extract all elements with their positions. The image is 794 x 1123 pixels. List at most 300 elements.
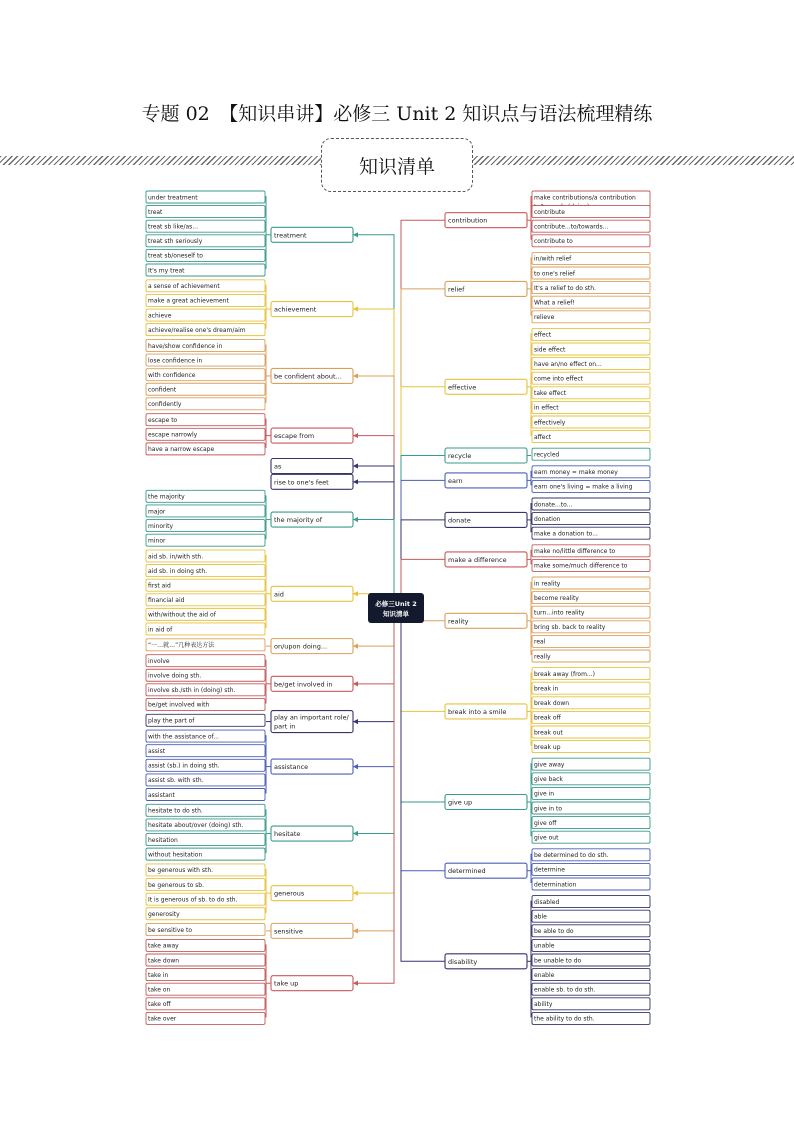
leaf-item bbox=[146, 520, 265, 532]
branch-node bbox=[445, 704, 527, 719]
leaf-item bbox=[532, 831, 650, 843]
branch-label: on/upon doing... bbox=[274, 642, 328, 651]
branch-label: rise to one's feet bbox=[274, 478, 329, 487]
branch-label: break into a smile bbox=[448, 707, 507, 716]
branch-arrowhead bbox=[353, 719, 358, 724]
leaf-item bbox=[532, 758, 650, 770]
leaf-label: give off bbox=[534, 819, 557, 827]
branch-node bbox=[445, 795, 527, 810]
leaf-item bbox=[146, 264, 265, 276]
leaf-label: take effect bbox=[534, 390, 567, 398]
leaf-label: hesitate about/over (doing) sth. bbox=[148, 822, 244, 830]
branch-connector bbox=[353, 609, 394, 767]
leaf-label: be determined to do sth. bbox=[534, 852, 609, 860]
leaf-label: confident bbox=[148, 386, 177, 394]
branch-node bbox=[445, 954, 527, 969]
leaf-item bbox=[532, 635, 650, 647]
leaf-item bbox=[146, 594, 265, 606]
leaf-label: contribute...to/towards... bbox=[534, 223, 609, 231]
leaf-label: financial aid bbox=[148, 597, 185, 605]
leaf-item bbox=[146, 893, 265, 905]
branch-arrowhead bbox=[353, 463, 358, 468]
leaf-item bbox=[146, 383, 265, 395]
branch-connector bbox=[401, 480, 445, 609]
leaf-item bbox=[532, 416, 650, 428]
leaf-box bbox=[532, 635, 650, 647]
leaf-label: make a great achievement bbox=[148, 297, 229, 305]
leaf-label: effect bbox=[534, 331, 552, 339]
leaf-item bbox=[532, 577, 650, 589]
leaf-item bbox=[146, 309, 265, 321]
leaf-item bbox=[146, 398, 265, 410]
leaf-item bbox=[532, 559, 650, 571]
leaf-label: have/show confidence in bbox=[148, 342, 223, 350]
leaf-label: treat sth seriously bbox=[148, 238, 203, 246]
branch-label: be confident about... bbox=[274, 372, 342, 381]
leaf-label: break in bbox=[534, 685, 559, 693]
leaf-label: enable bbox=[534, 971, 555, 979]
leaf-item bbox=[146, 1012, 265, 1024]
leaf-item bbox=[532, 741, 650, 753]
branch-node bbox=[445, 281, 527, 296]
leaf-item bbox=[146, 819, 265, 831]
leaf-item bbox=[532, 910, 650, 922]
leaf-label: break off bbox=[534, 714, 561, 722]
leaf-label: treat sb like/as... bbox=[148, 223, 198, 231]
leaf-label: the majority bbox=[148, 493, 185, 501]
leaf-label: in/with relief bbox=[534, 255, 572, 263]
leaf-item bbox=[146, 428, 265, 440]
leaf-item bbox=[532, 726, 650, 738]
branch-label: play an important role/ bbox=[274, 713, 349, 722]
branch-label: the majority of bbox=[274, 516, 323, 525]
leaf-label: ability bbox=[534, 1001, 553, 1009]
leaf-item bbox=[146, 954, 265, 966]
leaf-label: involve bbox=[148, 657, 170, 665]
branch-label: achievement bbox=[274, 305, 317, 314]
leaf-item bbox=[532, 448, 650, 460]
branch-arrowhead bbox=[353, 891, 358, 896]
leaf-label: with/without the aid of bbox=[148, 611, 216, 619]
leaf-label: to one's relief bbox=[534, 270, 575, 278]
leaf-label: side effect bbox=[534, 346, 566, 354]
leaf-item bbox=[532, 711, 650, 723]
branch-connector bbox=[353, 609, 394, 722]
leaf-item bbox=[532, 682, 650, 694]
leaf-label: make a donation to... bbox=[534, 530, 598, 538]
leaf-label: take in bbox=[148, 971, 169, 979]
branch-node bbox=[271, 428, 353, 443]
leaf-box bbox=[146, 206, 265, 218]
leaf-item bbox=[146, 730, 265, 742]
branch-label: generous bbox=[274, 889, 305, 898]
leaf-item bbox=[532, 998, 650, 1010]
branch-label: reality bbox=[448, 617, 469, 626]
center-box bbox=[368, 593, 424, 623]
leaf-item bbox=[532, 606, 650, 618]
leaf-label: involve doing sth. bbox=[148, 672, 202, 680]
leaf-label: be unable to do bbox=[534, 957, 582, 965]
leaf-label: have a narrow escape bbox=[148, 446, 215, 454]
branch-label: recycle bbox=[448, 452, 472, 460]
leaf-label: generosity bbox=[148, 911, 180, 919]
branch-node bbox=[271, 512, 353, 527]
branch-connector bbox=[401, 609, 445, 802]
leaf-label: be able to do bbox=[534, 928, 574, 936]
leaf-item bbox=[146, 534, 265, 546]
leaf-label: break away (from...) bbox=[534, 670, 595, 678]
leaf-item bbox=[146, 220, 265, 232]
leaf-item bbox=[532, 896, 650, 908]
branch-arrowhead bbox=[353, 306, 358, 311]
leaf-item bbox=[146, 354, 265, 366]
branch-arrowhead bbox=[353, 644, 358, 649]
branch-connector bbox=[401, 289, 445, 609]
leaf-item bbox=[532, 954, 650, 966]
leaf-label: treat bbox=[148, 208, 163, 216]
branch-arrowhead bbox=[353, 764, 358, 769]
leaf-label: take off bbox=[148, 1001, 171, 1009]
leaf-item bbox=[146, 834, 265, 846]
leaf-item bbox=[532, 267, 650, 279]
leaf-label: be/get involved with bbox=[148, 701, 210, 709]
leaf-label: take on bbox=[148, 986, 171, 994]
branch-label: make a difference bbox=[448, 555, 507, 564]
branch-connector bbox=[353, 609, 394, 893]
leaf-item bbox=[146, 774, 265, 786]
leaf-label: determination bbox=[534, 881, 577, 889]
leaf-label: give away bbox=[534, 761, 565, 769]
branch-arrowhead bbox=[353, 232, 358, 237]
leaf-label: play the part of bbox=[148, 717, 195, 725]
branch-label: escape from bbox=[274, 432, 315, 441]
leaf-item bbox=[532, 282, 650, 294]
leaf-item bbox=[532, 235, 650, 247]
leaf-label: make contributions/a contribution bbox=[534, 194, 636, 202]
leaf-label: be generous with sth. bbox=[148, 867, 214, 875]
center-node bbox=[368, 593, 424, 623]
leaf-label: It is generous of sb. to do sth. bbox=[148, 896, 238, 904]
leaf-label: It's my treat bbox=[148, 267, 185, 275]
branch-node bbox=[445, 512, 527, 527]
branch-connector bbox=[353, 466, 394, 609]
leaf-item bbox=[532, 206, 650, 218]
leaf-label: turn...into reality bbox=[534, 609, 585, 617]
leaf-label: take over bbox=[148, 1015, 177, 1023]
leaf-label: donate...to... bbox=[534, 501, 573, 509]
center-label: 知识清单 bbox=[383, 610, 409, 618]
leaf-item bbox=[532, 592, 650, 604]
leaf-item bbox=[532, 311, 650, 323]
leaf-item bbox=[146, 669, 265, 681]
branch-label: donate bbox=[448, 516, 471, 525]
leaf-label: take down bbox=[148, 957, 180, 965]
leaf-item bbox=[532, 697, 650, 709]
leaf-label: earn one's living = make a living bbox=[534, 483, 633, 491]
branch-label: give up bbox=[448, 798, 473, 807]
leaf-label: aid sb. in doing sth. bbox=[148, 567, 208, 575]
branch-node bbox=[271, 459, 353, 474]
branch-arrowhead bbox=[353, 373, 358, 378]
leaf-item bbox=[146, 684, 265, 696]
leaf-label: give out bbox=[534, 834, 559, 842]
leaf-item bbox=[146, 490, 265, 502]
leaf-label: determine bbox=[534, 866, 565, 874]
mind-map-left-side bbox=[146, 191, 353, 1024]
branch-node bbox=[271, 474, 353, 489]
leaf-item bbox=[532, 431, 650, 443]
leaf-item bbox=[146, 983, 265, 995]
branch-label: contribution bbox=[448, 216, 488, 225]
leaf-label: break down bbox=[534, 700, 570, 708]
leaf-item bbox=[532, 969, 650, 981]
leaf-label: make some/much difference to bbox=[534, 562, 628, 570]
branch-label: disability bbox=[448, 957, 478, 966]
leaf-item bbox=[146, 565, 265, 577]
leaf-item bbox=[146, 339, 265, 351]
branch-arrowhead bbox=[353, 981, 358, 986]
leaf-item bbox=[532, 863, 650, 875]
leaf-item bbox=[146, 759, 265, 771]
branch-arrowhead bbox=[353, 433, 358, 438]
leaf-item bbox=[146, 939, 265, 951]
leaf-item bbox=[532, 372, 650, 384]
leaf-label: treat sb/oneself to bbox=[148, 252, 203, 260]
branch-connector bbox=[353, 482, 394, 609]
leaf-label: able bbox=[534, 913, 547, 921]
leaf-label: the ability to do sth. bbox=[534, 1015, 595, 1023]
leaf-item bbox=[532, 817, 650, 829]
leaf-label: “一…就…”几种表达方法 bbox=[148, 642, 215, 650]
leaf-label: in effect bbox=[534, 404, 559, 412]
leaf-label: assist bbox=[148, 747, 166, 755]
leaf-item bbox=[146, 745, 265, 757]
leaf-label: lose confidence in bbox=[148, 357, 203, 365]
branch-label: assistance bbox=[274, 763, 309, 772]
leaf-label: come into effect bbox=[534, 375, 583, 383]
leaf-label: first aid bbox=[148, 582, 171, 590]
leaf-label: in aid of bbox=[148, 626, 173, 634]
branch-node bbox=[271, 711, 353, 733]
leaf-label: make no/little difference to bbox=[534, 548, 616, 556]
leaf-item bbox=[146, 324, 265, 336]
leaf-item bbox=[146, 908, 265, 920]
branch-label: effective bbox=[448, 383, 477, 392]
leaf-label: contribute to bbox=[534, 238, 573, 246]
branch-node bbox=[271, 759, 353, 774]
leaf-label: It's a relief to do sth. bbox=[534, 284, 596, 292]
leaf-item bbox=[532, 513, 650, 525]
mind-map-right-side bbox=[445, 191, 650, 1024]
leaf-item bbox=[146, 924, 265, 936]
branch-connector bbox=[353, 309, 394, 609]
leaf-label: have an/no effect on... bbox=[534, 360, 602, 368]
branch-connector bbox=[401, 609, 445, 871]
branch-label: hesitate bbox=[274, 830, 301, 839]
branch-label: take up bbox=[274, 979, 299, 988]
branch-connector bbox=[353, 609, 394, 983]
leaf-label: effectively bbox=[534, 419, 566, 427]
branch-label: be/get involved in bbox=[274, 680, 333, 689]
branch-node bbox=[271, 586, 353, 601]
leaf-item bbox=[146, 714, 265, 726]
leaf-label: really bbox=[534, 653, 551, 661]
leaf-item bbox=[146, 369, 265, 381]
branch-label: sensitive bbox=[274, 927, 303, 936]
leaf-label: achieve bbox=[148, 312, 172, 320]
branch-label: as bbox=[274, 462, 282, 471]
leaf-label: minority bbox=[148, 522, 174, 530]
leaf-label: give in to bbox=[534, 805, 563, 813]
leaf-label: without hesitation bbox=[148, 851, 203, 859]
branch-box bbox=[271, 459, 353, 474]
branch-node bbox=[271, 676, 353, 691]
leaf-label: assist sb. with sth. bbox=[148, 777, 204, 785]
leaf-label: confidently bbox=[148, 401, 182, 409]
branch-node bbox=[445, 552, 527, 567]
leaf-item bbox=[146, 235, 265, 247]
branch-label: relief bbox=[448, 285, 465, 294]
leaf-label: give back bbox=[534, 776, 563, 784]
leaf-label: be sensitive to bbox=[148, 926, 193, 934]
leaf-label: aid sb. in/with sth. bbox=[148, 553, 204, 561]
branch-arrowhead bbox=[353, 681, 358, 686]
leaf-item bbox=[532, 802, 650, 814]
branch-node bbox=[445, 473, 527, 488]
section-heading-label: 知识清单 bbox=[358, 155, 435, 178]
leaf-label: relieve bbox=[534, 314, 555, 322]
leaf-item bbox=[146, 848, 265, 860]
leaf-label: become reality bbox=[534, 594, 579, 602]
branch-connector bbox=[401, 609, 445, 961]
leaf-item bbox=[146, 579, 265, 591]
branch-node bbox=[271, 302, 353, 317]
leaf-label: achieve/realise one's dream/aim bbox=[148, 326, 246, 334]
branch-node bbox=[445, 379, 527, 394]
leaf-item bbox=[146, 414, 265, 426]
leaf-label: bring sb. back to reality bbox=[534, 624, 606, 632]
leaf-item bbox=[146, 969, 265, 981]
leaf-label: hesitate to do sth. bbox=[148, 807, 203, 815]
leaf-item bbox=[532, 387, 650, 399]
leaf-item bbox=[532, 849, 650, 861]
leaf-item bbox=[146, 639, 265, 651]
leaf-label: assist (sb.) in doing sth. bbox=[148, 762, 220, 770]
leaf-label: escape to bbox=[148, 416, 178, 424]
leaf-label: minor bbox=[148, 537, 166, 545]
leaf-item bbox=[146, 788, 265, 800]
leaf-item bbox=[532, 401, 650, 413]
leaf-label: a sense of achievement bbox=[148, 283, 220, 291]
leaf-label: contribute bbox=[534, 208, 565, 216]
leaf-item bbox=[532, 983, 650, 995]
document-title: 专题 02 【知识串讲】必修三 Unit 2 知识点与语法梳理精练 bbox=[141, 103, 653, 125]
branch-node bbox=[271, 227, 353, 242]
leaf-item bbox=[146, 698, 265, 710]
leaf-item bbox=[146, 280, 265, 292]
leaf-label: with confidence bbox=[148, 371, 196, 379]
branch-label: determined bbox=[448, 867, 486, 876]
leaf-item bbox=[532, 878, 650, 890]
leaf-label: major bbox=[148, 508, 166, 516]
leaf-item bbox=[532, 1012, 650, 1024]
leaf-item bbox=[532, 939, 650, 951]
branch-arrowhead bbox=[353, 831, 358, 836]
leaf-item bbox=[146, 206, 265, 218]
leaf-item bbox=[146, 550, 265, 562]
branch-connector bbox=[353, 235, 394, 609]
leaf-label: donation bbox=[534, 515, 561, 523]
branch-arrowhead bbox=[353, 928, 358, 933]
leaf-label: take away bbox=[148, 942, 179, 950]
branch-label: part in bbox=[274, 722, 296, 731]
leaf-item bbox=[146, 505, 265, 517]
leaf-item bbox=[146, 294, 265, 306]
branch-arrowhead bbox=[353, 517, 358, 522]
leaf-item bbox=[532, 343, 650, 355]
branch-connector bbox=[401, 220, 445, 609]
leaf-item bbox=[532, 358, 650, 370]
branch-connector bbox=[353, 436, 394, 609]
leaf-label: in reality bbox=[534, 580, 561, 588]
branch-connector bbox=[353, 609, 394, 931]
leaf-label: affect bbox=[534, 433, 552, 441]
leaf-label: under treatment bbox=[148, 194, 198, 202]
leaf-item bbox=[532, 668, 650, 680]
branch-connector bbox=[401, 456, 445, 610]
leaf-item bbox=[146, 249, 265, 261]
leaf-item bbox=[146, 655, 265, 667]
leaf-label: break out bbox=[534, 729, 563, 737]
leaf-item bbox=[532, 220, 650, 232]
branch-connector bbox=[401, 609, 445, 711]
branch-arrowhead bbox=[353, 479, 358, 484]
leaf-item bbox=[532, 296, 650, 308]
leaf-label: disabled bbox=[534, 898, 560, 906]
leaf-item bbox=[532, 252, 650, 264]
leaf-item bbox=[146, 998, 265, 1010]
leaf-item bbox=[532, 787, 650, 799]
branch-connector bbox=[401, 387, 445, 609]
leaf-item bbox=[146, 191, 265, 203]
leaf-label: enable sb. to do sth. bbox=[534, 986, 596, 994]
leaf-label: recycled bbox=[534, 451, 560, 459]
leaf-label: What a relief! bbox=[534, 299, 575, 307]
leaf-item bbox=[532, 621, 650, 633]
leaf-item bbox=[146, 623, 265, 635]
leaf-item bbox=[532, 925, 650, 937]
leaf-item bbox=[532, 545, 650, 557]
branch-label: earn bbox=[448, 476, 463, 485]
leaf-label: with the assistance of... bbox=[148, 733, 219, 741]
leaf-item bbox=[532, 527, 650, 539]
leaf-label: unable bbox=[534, 942, 555, 950]
leaf-label: real bbox=[534, 638, 546, 646]
branch-node bbox=[271, 826, 353, 841]
leaf-item bbox=[146, 443, 265, 455]
leaf-item bbox=[532, 773, 650, 785]
leaf-label: give in bbox=[534, 790, 555, 798]
leaf-item bbox=[532, 480, 650, 492]
leaf-label: involve sb./sth in (doing) sth. bbox=[148, 687, 236, 695]
leaf-item bbox=[146, 608, 265, 620]
leaf-label: be generous to sb. bbox=[148, 881, 205, 889]
leaf-label: assistant bbox=[148, 791, 175, 799]
center-label: 必修三Unit 2 bbox=[375, 600, 417, 608]
branch-node bbox=[271, 639, 353, 654]
branch-node bbox=[445, 213, 527, 228]
branch-node bbox=[445, 613, 527, 628]
